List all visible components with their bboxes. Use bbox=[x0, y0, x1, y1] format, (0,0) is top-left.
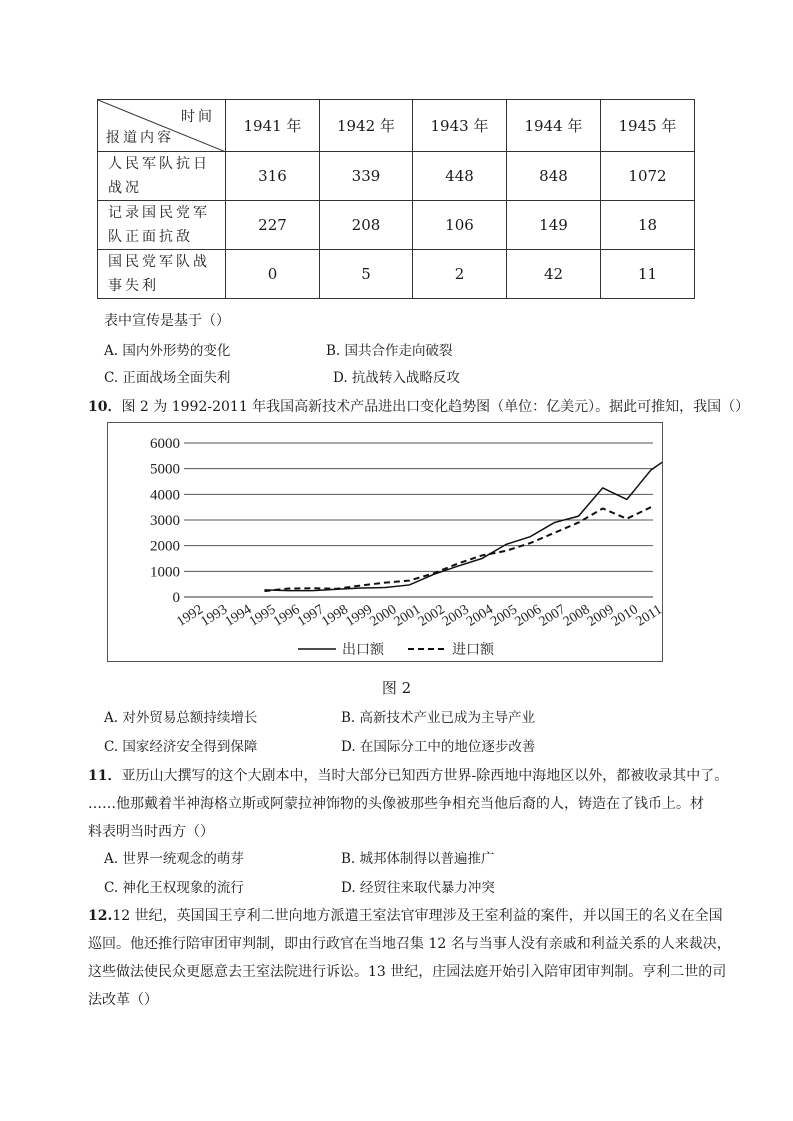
export-series-line bbox=[264, 453, 662, 590]
q12-number: 12. bbox=[88, 908, 113, 924]
legend-import-label: 进口额 bbox=[452, 642, 494, 658]
chart-svg bbox=[108, 423, 662, 661]
q9-option-d[interactable]: D. 抗战转入战略反攻 bbox=[333, 370, 460, 386]
q10-number: 10． bbox=[88, 399, 122, 415]
q11-option-c[interactable]: C. 神化王权现象的流行 bbox=[104, 880, 244, 896]
year-header: 1941 年 bbox=[226, 100, 320, 152]
q11-line-2: ……他那戴着半神海格立斯或阿蒙拉神饰物的头像被那些争相充当他后裔的人，铸造在了钱币上。材 bbox=[88, 796, 704, 812]
q9-option-c[interactable]: C. 正面战场全面失利 bbox=[104, 370, 231, 386]
table-cell: 1072 bbox=[601, 152, 695, 201]
y-tick-label: 6000 bbox=[150, 436, 180, 452]
q12-line-2: 巡回。他还推行陪审团审判制，即由行政官在当地召集 12 名与当事人没有亲戚和利益关系的人来裁决， bbox=[88, 936, 731, 952]
year-header: 1943 年 bbox=[413, 100, 507, 152]
q11-line-3: 料表明当时西方（） bbox=[88, 824, 214, 840]
year-header: 1942 年 bbox=[320, 100, 413, 152]
x-tick-label: 2008 bbox=[560, 602, 593, 630]
row-label: 国民党军队战 事失利 bbox=[98, 250, 226, 299]
export-import-chart bbox=[107, 422, 663, 662]
q11-option-b[interactable]: B. 城邦体制得以普遍推广 bbox=[341, 851, 495, 867]
x-tick-label: 1993 bbox=[198, 602, 231, 630]
q9-table bbox=[97, 99, 695, 299]
y-tick-label: 2000 bbox=[150, 538, 180, 555]
year-header: 1944 年 bbox=[507, 100, 601, 152]
q12-line-4: 法改革（） bbox=[88, 992, 158, 1008]
x-tick-label: 1995 bbox=[246, 602, 279, 630]
table-cell: 0 bbox=[226, 250, 320, 299]
x-tick-label: 2004 bbox=[464, 602, 496, 630]
table-cell: 848 bbox=[507, 152, 601, 201]
table-diagonal-header bbox=[98, 100, 226, 152]
table-cell: 2 bbox=[413, 250, 507, 299]
q12-line-1 bbox=[88, 906, 723, 926]
table-row bbox=[98, 201, 695, 250]
x-tick-label: 2005 bbox=[488, 602, 521, 630]
year-header: 1945 年 bbox=[601, 100, 695, 152]
q12-line-3: 这些做法使民众更愿意去王室法院进行诉讼。13 世纪，庄园法庭开始引入陪审团审判制。亨利二世的司 bbox=[88, 964, 727, 980]
legend-export-label: 出口额 bbox=[342, 642, 384, 658]
table-cell: 11 bbox=[601, 250, 695, 299]
x-tick-label: 1997 bbox=[295, 602, 327, 630]
y-tick-label: 5000 bbox=[150, 461, 180, 478]
table-row bbox=[98, 250, 695, 299]
table-cell: 208 bbox=[320, 201, 413, 250]
x-tick-label: 2000 bbox=[367, 602, 400, 630]
table-row bbox=[98, 152, 695, 201]
table-cell: 42 bbox=[507, 250, 601, 299]
table-cell: 149 bbox=[507, 201, 601, 250]
q10-option-d[interactable]: D. 在国际分工中的地位逐步改善 bbox=[341, 739, 536, 755]
q9-stem: 表中宣传是基于（） bbox=[104, 313, 230, 329]
q11-option-a[interactable]: A. 世界一统观念的萌芽 bbox=[104, 851, 244, 867]
y-tick-label: 4000 bbox=[150, 487, 180, 504]
x-tick-label: 2007 bbox=[536, 602, 569, 630]
x-tick-label: 2003 bbox=[440, 602, 472, 630]
y-tick-label: 3000 bbox=[150, 513, 180, 529]
q12-text-1: 12 世纪，英国国王亨利二世向地方派遣王室法官审理涉及王室利益的案件，并以国王的名义在全国 bbox=[112, 908, 723, 924]
x-tick-label: 2002 bbox=[415, 602, 448, 630]
table-cell: 18 bbox=[601, 201, 695, 250]
q11-text-1: 亚历山大撰写的这个大剧本中，当时大部分已知西方世界-除西地中海地区以外，都被收录其中了。 bbox=[121, 768, 729, 784]
q10-text: 图 2 为 1992-2011 年我国高新技术产品进出口变化趋势图（单位：亿美元）。据此可推知，我国（） bbox=[121, 399, 750, 415]
q11-line-1 bbox=[88, 766, 728, 786]
header-time: 时间 bbox=[181, 109, 215, 125]
x-tick-label: 2006 bbox=[512, 602, 545, 630]
q11-option-d[interactable]: D. 经贸往来取代暴力冲突 bbox=[341, 880, 495, 896]
table-cell: 106 bbox=[413, 201, 507, 250]
table-cell: 5 bbox=[320, 250, 413, 299]
x-tick-label: 1996 bbox=[270, 602, 303, 630]
q9-option-a[interactable]: A. 国内外形势的变化 bbox=[104, 343, 231, 359]
q10-stem bbox=[88, 397, 749, 417]
table-cell: 339 bbox=[320, 152, 413, 201]
row-label: 人民军队抗日 战况 bbox=[98, 152, 226, 201]
y-tick-label: 1000 bbox=[150, 564, 180, 581]
header-content: 报道内容 bbox=[106, 130, 174, 146]
x-tick-label: 2010 bbox=[609, 602, 641, 630]
table-cell: 448 bbox=[413, 152, 507, 201]
x-tick-label: 1992 bbox=[174, 602, 206, 630]
x-tick-label: 2009 bbox=[584, 602, 617, 630]
figure-caption: 图 2 bbox=[381, 679, 412, 697]
q10-option-a[interactable]: A. 对外贸易总额持续增长 bbox=[104, 710, 258, 726]
table-cell: 227 bbox=[226, 201, 320, 250]
x-tick-label: 1994 bbox=[222, 602, 255, 630]
x-tick-label: 2001 bbox=[391, 602, 424, 630]
x-tick-label: 1999 bbox=[343, 602, 376, 630]
table-cell: 316 bbox=[226, 152, 320, 201]
x-tick-label: 1998 bbox=[319, 602, 351, 630]
row-label: 记录国民党军 队正面抗敌 bbox=[98, 201, 226, 250]
q10-option-c[interactable]: C. 国家经济安全得到保障 bbox=[104, 739, 258, 755]
q9-option-b[interactable]: B. 国共合作走向破裂 bbox=[326, 343, 453, 359]
q10-option-b[interactable]: B. 高新技术产业已成为主导产业 bbox=[341, 710, 536, 726]
q11-number: 11． bbox=[88, 768, 122, 784]
y-tick-label: 0 bbox=[172, 590, 180, 606]
x-tick-label: 2011 bbox=[633, 602, 662, 630]
